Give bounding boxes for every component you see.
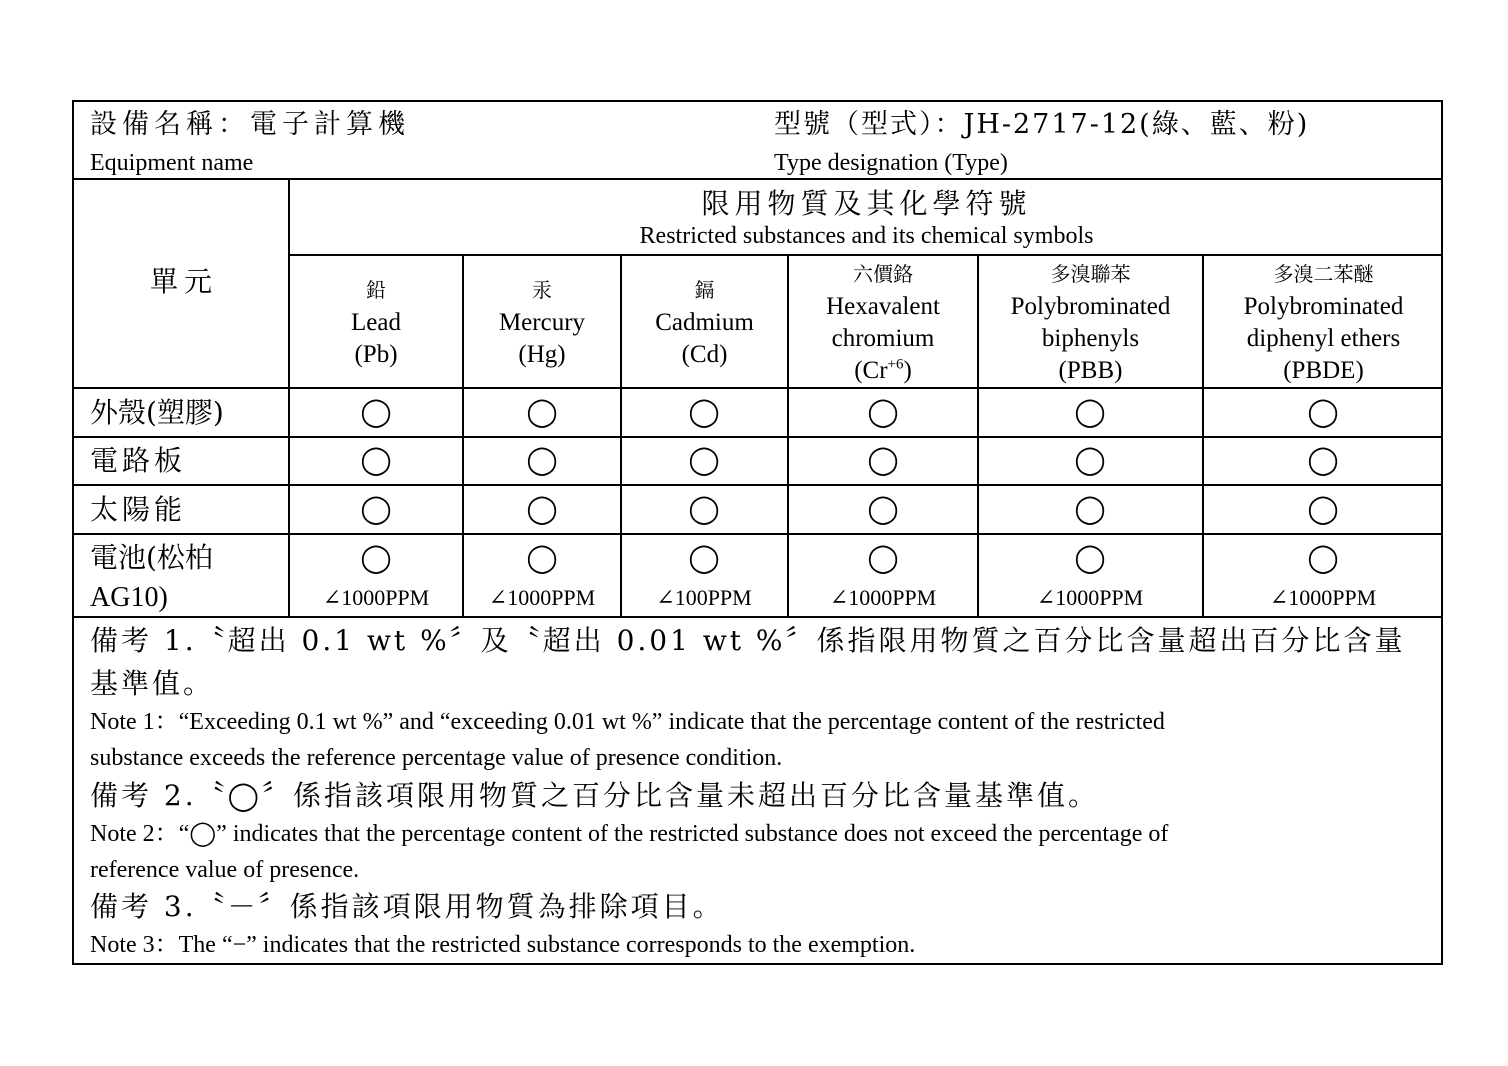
mark-circle: ◯	[526, 492, 558, 525]
column-en-2: diphenyl ethers	[1246, 324, 1401, 352]
column-symbol: (PBB)	[1058, 356, 1123, 384]
note1-zh-line2: 基準值。	[90, 667, 215, 700]
mark-circle: ◯	[526, 395, 558, 428]
mark-circle: ◯	[867, 541, 899, 574]
row-label-housing: 外殼(塑膠)	[90, 396, 224, 429]
note2-zh: 備考 2.〝◯〞係指該項限用物質之百分比含量未超出百分比含量基準值。	[90, 779, 1099, 812]
column-en: Mercury	[498, 308, 586, 336]
column-en-2: biphenyls	[1041, 324, 1140, 352]
rule-row4	[74, 616, 1441, 618]
note1-en-line1: Note 1：“Exceeding 0.1 wt %” and “exceeding 0.01 wt %” indicate that the percentage content of the restricted	[90, 709, 1165, 735]
type-designation-en: Type designation (Type)	[774, 150, 1008, 176]
column-en: Hexavalent	[826, 292, 940, 320]
limit-pbde: ∠1000PPM	[1269, 585, 1377, 610]
limit-lead: ∠1000PPM	[322, 585, 430, 610]
substances-title-zh: 限用物質及其化學符號	[701, 187, 1032, 220]
column-en-2: chromium	[831, 324, 935, 352]
limit-cadmium: ∠100PPM	[656, 585, 752, 610]
row-label-solar: 太陽能	[90, 493, 187, 526]
note3-en: Note 3：The “−” indicates that the restricted substance corresponds to the exemption.	[90, 932, 916, 958]
column-zh: 多溴二苯醚	[1273, 261, 1374, 286]
column-en: Lead	[351, 308, 401, 336]
rule-row3	[74, 533, 1441, 535]
note1-en-line2: substance exceeds the reference percentage value of presence condition.	[90, 745, 783, 771]
column-symbol: (PBDE)	[1283, 356, 1364, 384]
note2-en-line2: reference value of presence.	[90, 857, 360, 883]
equipment-name-zh: 設備名稱：電子計算機	[90, 109, 410, 140]
column-header-pbde	[1204, 256, 1443, 387]
substances-title-en: Restricted substances and its chemical symbols	[639, 223, 1094, 249]
mark-circle: ◯	[867, 443, 899, 476]
rule-columns	[74, 387, 1441, 389]
note3-zh: 備考 3.〝－〞係指該項限用物質為排除項目。	[90, 890, 724, 923]
mark-circle: ◯	[1307, 492, 1339, 525]
mark-circle: ◯	[360, 492, 392, 525]
mark-circle: ◯	[688, 395, 720, 428]
type-designation-zh: 型號（型式）：JH-2717-12(綠、藍、粉)	[774, 109, 1310, 140]
mark-circle: ◯	[360, 443, 392, 476]
limit-hexavalent-chromium: ∠1000PPM	[829, 585, 937, 610]
mark-circle: ◯	[1074, 395, 1106, 428]
row-label-circuit-board: 電路板	[90, 444, 187, 477]
column-header-lead	[290, 256, 462, 387]
column-zh: 鎘	[694, 277, 715, 302]
column-symbol: (Cd)	[681, 340, 728, 368]
mark-circle: ◯	[526, 541, 558, 574]
row-label-battery: 電池(松柏	[90, 541, 213, 574]
mark-circle: ◯	[688, 541, 720, 574]
unit-label: 單元	[150, 265, 219, 298]
note1-zh-line1: 備考 1.〝超出 0.1 wt %〞及〝超出 0.01 wt %〞係指限用物質之百分比含量超出百分比含量	[90, 624, 1406, 657]
column-zh: 汞	[532, 277, 552, 302]
column-zh: 六價鉻	[853, 261, 913, 286]
column-header-hexavalent-chromium	[789, 256, 977, 387]
rohs-declaration-table	[72, 100, 1443, 965]
mark-circle: ◯	[526, 443, 558, 476]
limit-pbb: ∠1000PPM	[1036, 585, 1144, 610]
mark-circle: ◯	[688, 443, 720, 476]
column-en: Polybrominated	[1010, 292, 1171, 320]
rule-header	[74, 178, 1441, 180]
column-symbol: (Hg)	[518, 340, 566, 368]
rule-row2	[74, 484, 1441, 486]
mark-circle: ◯	[688, 492, 720, 525]
mark-circle: ◯	[360, 541, 392, 574]
mark-circle: ◯	[867, 395, 899, 428]
mark-circle: ◯	[1074, 443, 1106, 476]
mark-circle: ◯	[1307, 395, 1339, 428]
rule-row1	[74, 436, 1441, 438]
column-header-cadmium	[622, 256, 787, 387]
column-zh: 多溴聯苯	[1050, 261, 1131, 286]
mark-circle: ◯	[1074, 492, 1106, 525]
column-header-mercury	[464, 256, 620, 387]
column-symbol: $(Cr^{+6})$	[854, 356, 912, 384]
limit-mercury: ∠1000PPM	[488, 585, 596, 610]
note2-en-line1: Note 2：“◯” indicates that the percentage content of the restricted substance does not exceed the percentage of	[90, 821, 1169, 847]
column-zh: 鉛	[366, 277, 386, 302]
substances-header	[290, 184, 1443, 254]
mark-circle: ◯	[1074, 541, 1106, 574]
row-label-battery-model: AG10)	[90, 582, 168, 613]
column-header-pbb	[979, 256, 1202, 387]
column-en: Cadmium	[655, 308, 754, 336]
column-en: Polybrominated	[1243, 292, 1404, 320]
equipment-name-en: Equipment name	[90, 150, 254, 176]
column-symbol: (Pb)	[354, 340, 398, 368]
mark-circle: ◯	[360, 395, 392, 428]
mark-circle: ◯	[1307, 541, 1339, 574]
mark-circle: ◯	[867, 492, 899, 525]
mark-circle: ◯	[1307, 443, 1339, 476]
